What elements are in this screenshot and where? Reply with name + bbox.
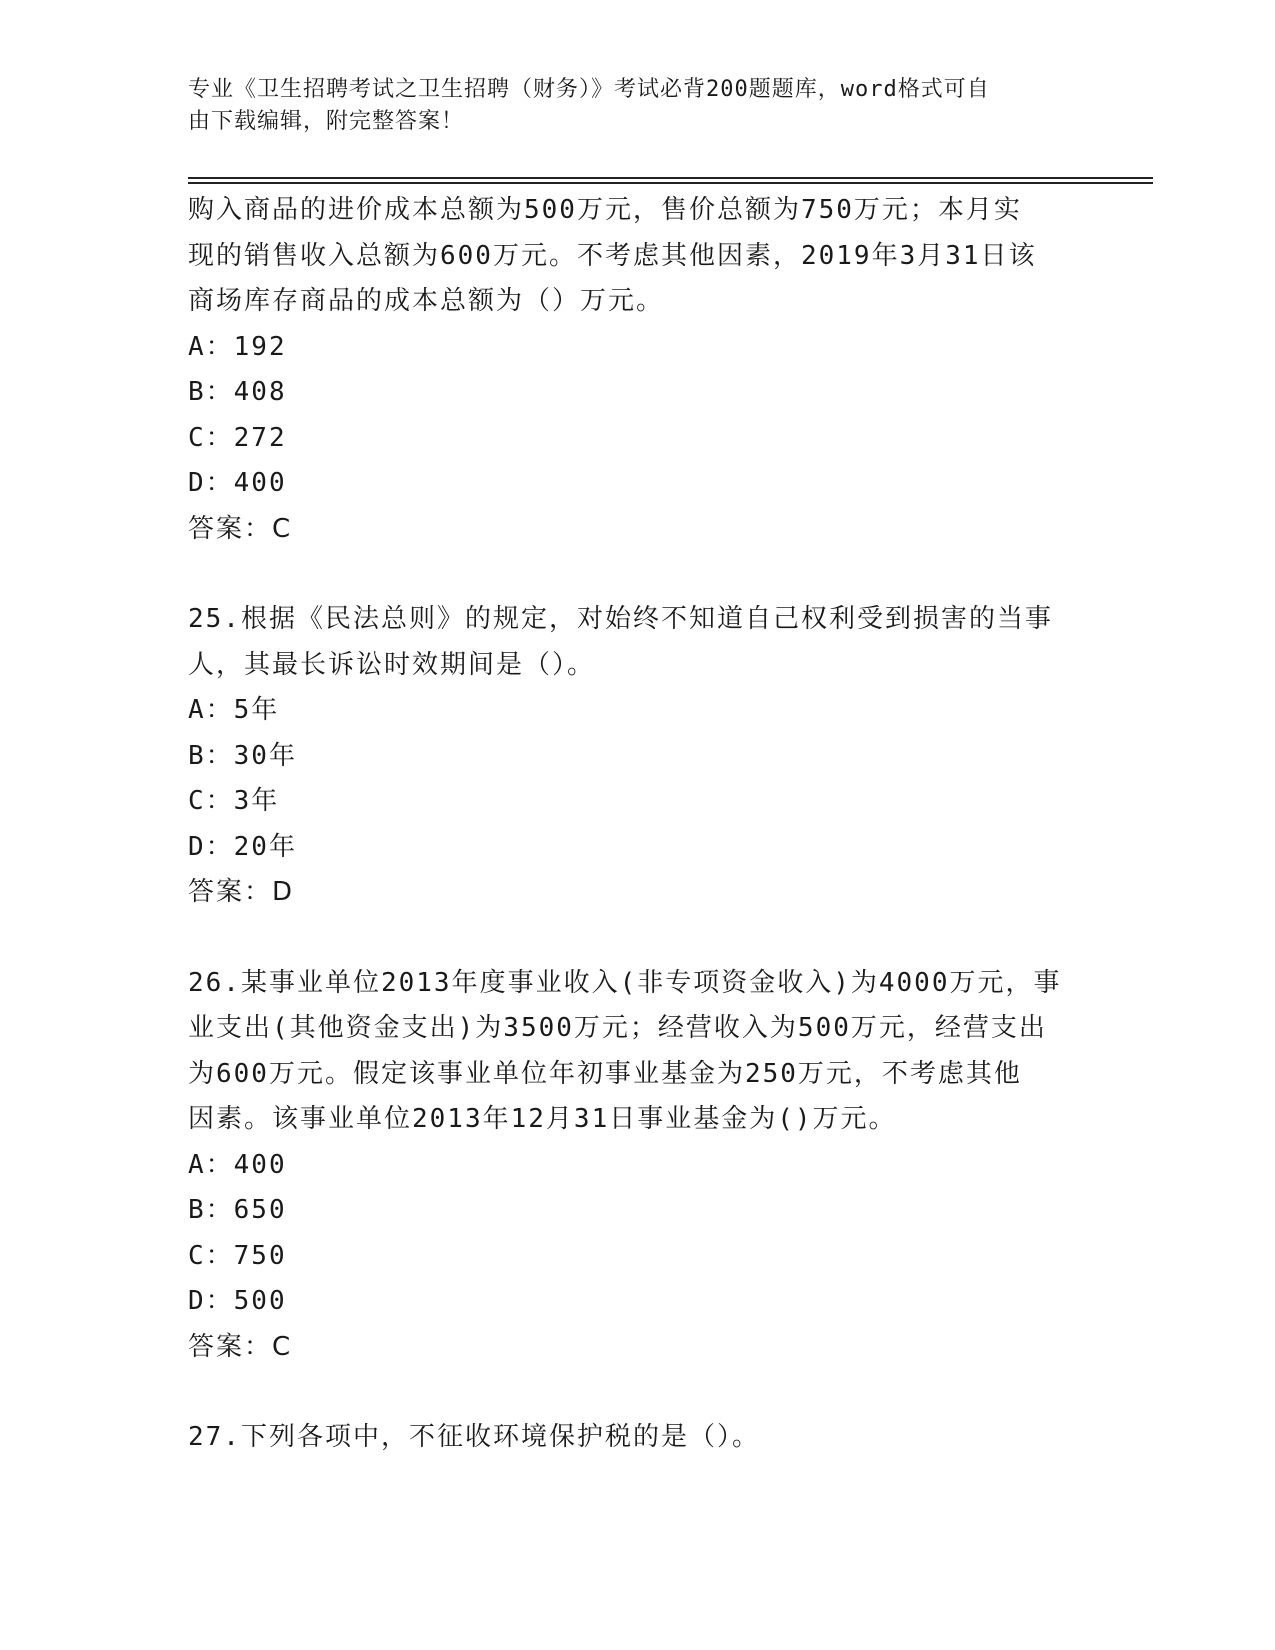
question-27 xyxy=(188,1415,1088,1461)
question-list xyxy=(188,188,1088,1461)
option-c: C：3年 xyxy=(188,786,280,816)
answer-line: 答案：D xyxy=(188,877,295,907)
question-24 xyxy=(188,188,1088,552)
header-line-2: 由下载编辑，附完整答案！ xyxy=(188,109,465,134)
option-b: B：408 xyxy=(188,377,287,407)
question-spacer xyxy=(188,916,1088,961)
option-a: A：5年 xyxy=(188,695,280,725)
question-25 xyxy=(188,597,1088,916)
answer-line: 答案：C xyxy=(188,1331,293,1362)
header-divider-top xyxy=(188,177,1153,179)
question-text-line: 因素。该事业单位2013年12月31日事业基金为()万元。 xyxy=(188,1104,897,1134)
question-text-line: 现的销售收入总额为600万元。不考虑其他因素，2019年3月31日该 xyxy=(188,240,1037,271)
question-text-line: 25.根据《民法总则》的规定，对始终不知道自己权利受到损害的当事 xyxy=(188,604,1053,634)
option-a: A：192 xyxy=(188,331,287,362)
option-a: A：400 xyxy=(188,1149,287,1180)
question-text-line: 商场库存商品的成本总额为（）万元。 xyxy=(188,286,665,316)
question-spacer xyxy=(188,1370,1088,1415)
option-b: B：650 xyxy=(188,1195,287,1225)
option-c: C：272 xyxy=(188,422,287,453)
question-text-line: 购入商品的进价成本总额为500万元，售价总额为750万元；本月实 xyxy=(188,195,1022,225)
option-d: D：500 xyxy=(188,1286,287,1316)
option-d: D：400 xyxy=(188,468,287,498)
question-26 xyxy=(188,961,1088,1371)
question-text-line: 26.某事业单位2013年度事业收入(非专项资金收入)为4000万元，事 xyxy=(188,967,1062,998)
question-text-line: 27.下列各项中，不征收环境保护税的是（）。 xyxy=(188,1422,760,1452)
header-divider-bottom xyxy=(188,182,1153,184)
option-d: D：20年 xyxy=(188,831,297,862)
header-line-1: 专业《卫生招聘考试之卫生招聘（财务）》考试必背200题题库，word格式可自 xyxy=(188,77,990,102)
question-spacer xyxy=(188,552,1088,597)
document-header xyxy=(188,74,1068,138)
option-c: C：750 xyxy=(188,1240,287,1271)
answer-line: 答案：C xyxy=(188,513,293,544)
question-text-line: 人，其最长诉讼时效期间是（）。 xyxy=(188,649,596,680)
question-text-line: 为600万元。假定该事业单位年初事业基金为250万元，不考虑其他 xyxy=(188,1058,1022,1089)
option-b: B：30年 xyxy=(188,740,297,771)
question-text-line: 业支出(其他资金支出)为3500万元；经营收入为500万元，经营支出 xyxy=(188,1013,1047,1043)
